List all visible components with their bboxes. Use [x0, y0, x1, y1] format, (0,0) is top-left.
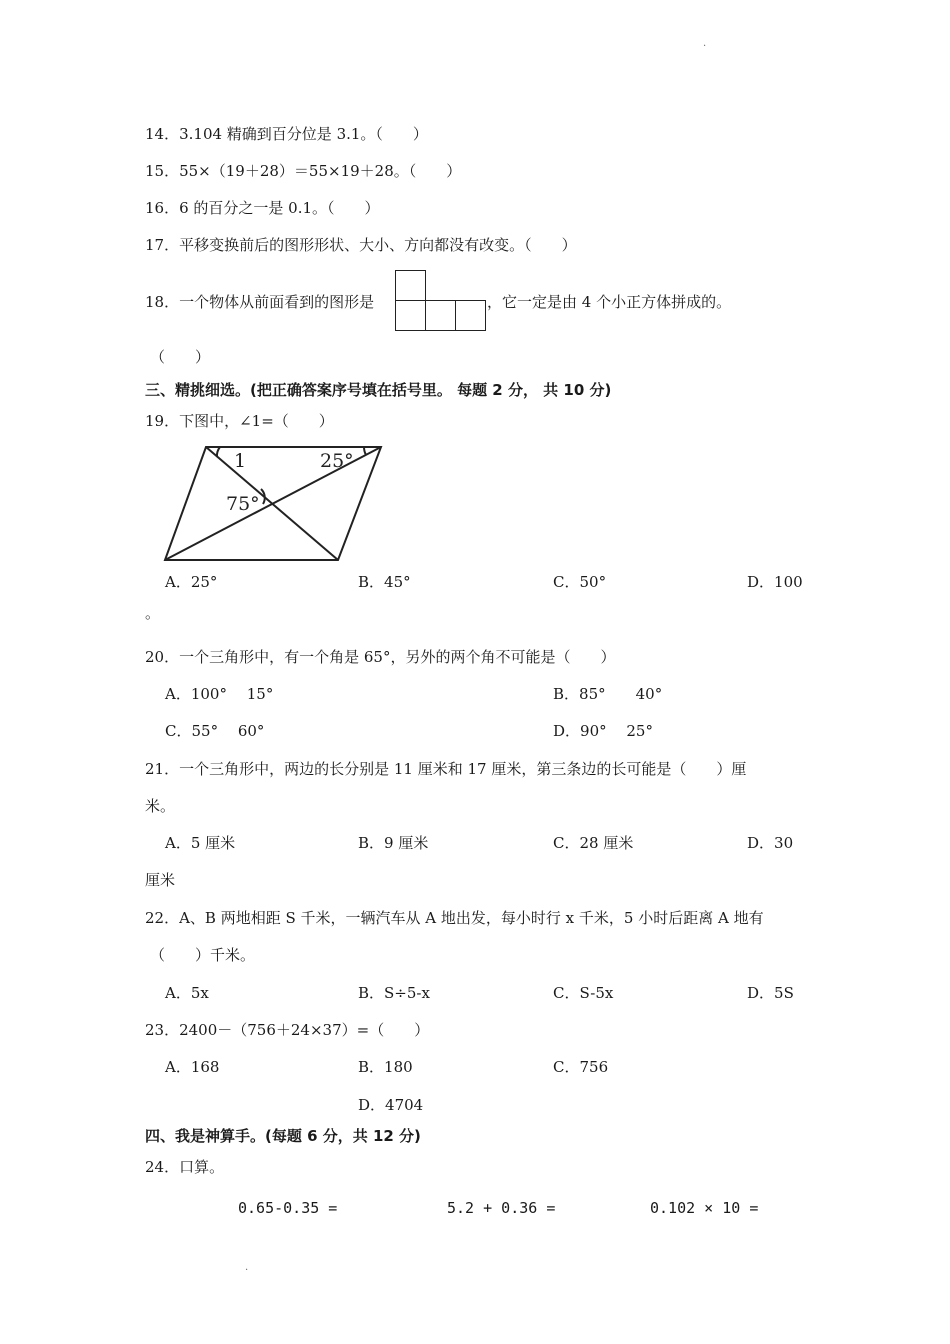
question-23-stem: 23．2400－（756＋24×37）=（ ）: [145, 1021, 430, 1039]
parallelogram-figure: [160, 440, 390, 566]
q22-option-a: A．5x: [165, 984, 209, 1002]
question-21-stem-cont: 米。: [145, 797, 176, 815]
q19-option-c: C．50°: [553, 573, 607, 591]
square-bottom-3: [455, 300, 486, 331]
q23-option-c: C．756: [553, 1058, 609, 1076]
question-19-stem: 19．下图中，∠1=（ ）: [145, 412, 334, 430]
q21-option-b: B．9 厘米: [358, 834, 429, 852]
q19-option-b: B．45°: [358, 573, 411, 591]
q22-option-b: B．S÷5-x: [358, 984, 430, 1002]
q20-option-c: C．55° 60°: [165, 722, 265, 740]
mental-calc-1: 0.65-0.35 =: [238, 1199, 338, 1217]
q23-option-a: A．168: [165, 1058, 220, 1076]
question-22-stem: 22．A、B 两地相距 S 千米，一辆汽车从 A 地出发，每小时行 x 千米，5 小时后距离 A 地有: [145, 909, 764, 927]
mental-calc-3: 0.102 × 10 =: [650, 1199, 759, 1217]
angle-1-arc: [217, 447, 220, 457]
top-dot-mark: .: [703, 38, 707, 49]
question-18-paren: （ ）: [150, 348, 211, 366]
square-bottom-1: [395, 300, 426, 331]
question-18-stem: 18．一个物体从前面看到的图形是: [145, 293, 375, 311]
q22-option-d: D．5S: [747, 984, 794, 1002]
q20-option-b: B．85° 40°: [553, 685, 663, 703]
q22-option-c: C．S-5x: [553, 984, 614, 1002]
angle-25-label: 25°: [320, 450, 354, 472]
q19-option-d: D．100: [747, 573, 803, 591]
question-16: 16．6 的百分之一是 0.1。（ ）: [145, 199, 380, 217]
q21-option-a: A．5 厘米: [165, 834, 236, 852]
square-bottom-2: [425, 300, 456, 331]
angle-1-label: 1: [234, 450, 247, 472]
q21-option-d-cont: 厘米: [145, 871, 176, 889]
question-18-tail: ，它一定是由 4 个小正方体拼成的。: [487, 293, 732, 311]
q19-option-a: A．25°: [165, 573, 218, 591]
angle-75-label: 75°: [226, 493, 260, 515]
question-15: 15．55×（19＋28）＝55×19＋28。（ ）: [145, 162, 462, 180]
angle-25-arc: [364, 447, 366, 455]
question-20-stem: 20．一个三角形中，有一个角是 65°，另外的两个角不可能是（ ）: [145, 648, 616, 666]
q23-option-b: B．180: [358, 1058, 413, 1076]
q20-option-a: A．100° 15°: [165, 685, 274, 703]
question-22-stem-cont: （ ）千米。: [150, 946, 256, 964]
section-3-heading: 三、精挑细选。(把正确答案序号填在括号里。 每题 2 分， 共 10 分): [145, 381, 612, 399]
question-24-stem: 24．口算。: [145, 1158, 225, 1176]
q19-option-d-cont: 。: [145, 604, 161, 622]
q21-option-d: D．30: [747, 834, 794, 852]
q23-option-d: D．4704: [358, 1096, 424, 1114]
bottom-dot-mark: .: [245, 1262, 249, 1273]
section-4-heading: 四、我是神算手。(每题 6 分，共 12 分): [145, 1127, 421, 1145]
question-14: 14．3.104 精确到百分位是 3.1。（ ）: [145, 125, 428, 143]
q20-option-d: D．90° 25°: [553, 722, 653, 740]
square-top: [395, 270, 426, 301]
question-17: 17．平移变换前后的图形形状、大小、方向都没有改变。（ ）: [145, 236, 577, 254]
mental-calc-2: 5.2 + 0.36 =: [447, 1199, 556, 1217]
q21-option-c: C．28 厘米: [553, 834, 634, 852]
question-21-stem: 21．一个三角形中，两边的长分别是 11 厘米和 17 厘米，第三条边的长可能是（ ）厘: [145, 760, 747, 778]
